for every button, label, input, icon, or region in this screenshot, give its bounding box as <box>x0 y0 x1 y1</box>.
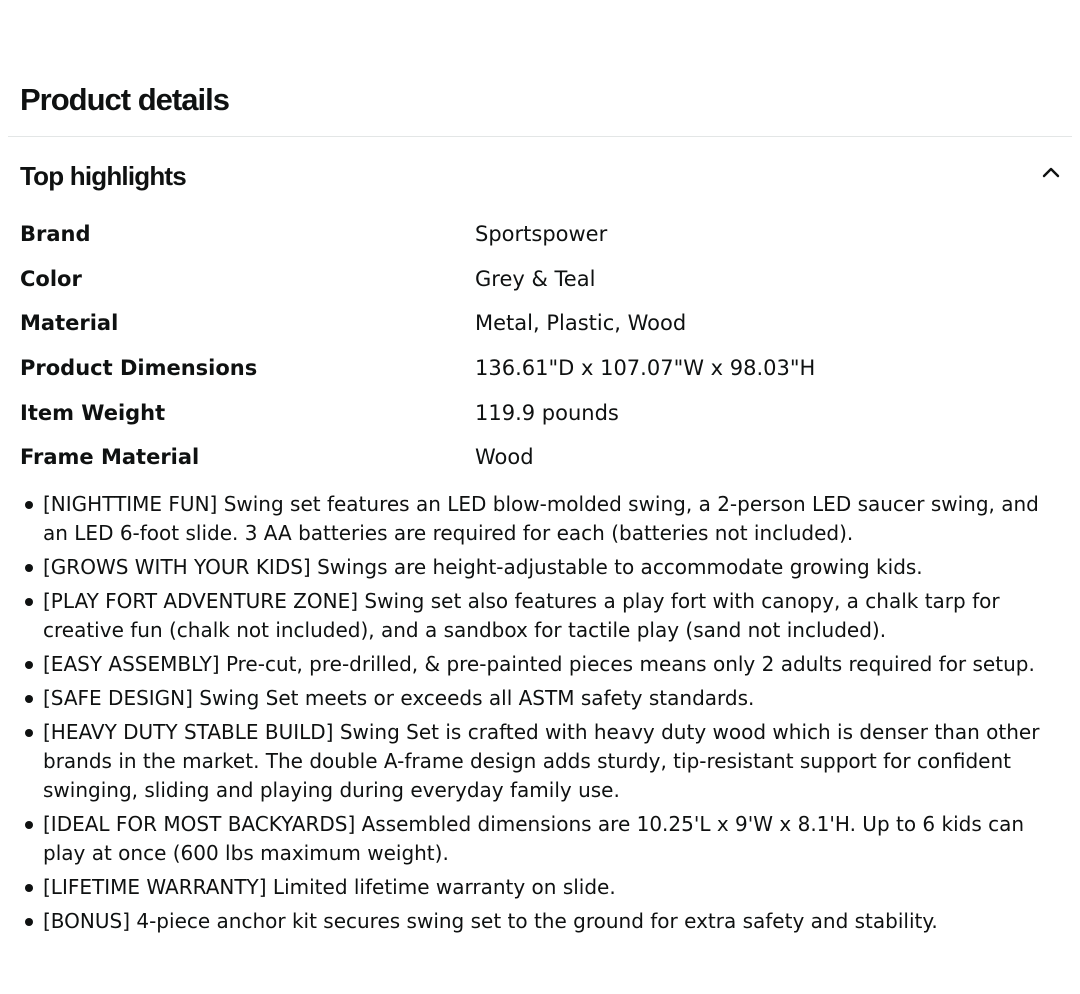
chevron-up-icon[interactable] <box>1040 164 1062 180</box>
spec-label: Frame Material <box>20 445 200 470</box>
feature-bullet: [GROWS WITH YOUR KIDS] Swings are height-adjustable to accommodate growing kids. <box>20 553 1060 582</box>
feature-bullet-list <box>20 490 1060 941</box>
page-title: Product details <box>20 82 229 117</box>
spec-label: Material <box>20 311 119 336</box>
spec-label: Product Dimensions <box>20 356 258 381</box>
spec-value: 136.61"D x 107.07"W x 98.03"H <box>475 356 816 381</box>
feature-bullet: [SAFE DESIGN] Swing Set meets or exceeds all ASTM safety standards. <box>20 684 1060 713</box>
feature-bullet: [EASY ASSEMBLY] Pre-cut, pre-drilled, & pre-painted pieces means only 2 adults required for setup. <box>20 650 1060 679</box>
spec-value: Metal, Plastic, Wood <box>475 311 687 336</box>
feature-bullet: [IDEAL FOR MOST BACKYARDS] Assembled dimensions are 10.25'L x 9'W x 8.1'H. Up to 6 kids can play at once (600 lbs maximum weight). <box>20 810 1060 868</box>
section-divider <box>8 136 1072 137</box>
feature-bullet: [BONUS] 4-piece anchor kit secures swing set to the ground for extra safety and stability. <box>20 907 1060 936</box>
section-title: Top highlights <box>20 161 186 191</box>
feature-bullet: [LIFETIME WARRANTY] Limited lifetime warranty on slide. <box>20 873 1060 902</box>
feature-bullet: [HEAVY DUTY STABLE BUILD] Swing Set is crafted with heavy duty wood which is denser than other brands in the market. The double A-frame design adds sturdy, tip-resistant support for confident swinging, sliding and playing during everyday family use. <box>20 718 1060 805</box>
spec-value: Wood <box>475 445 534 470</box>
spec-label: Item Weight <box>20 400 166 425</box>
spec-label: Brand <box>20 222 91 247</box>
spec-row <box>20 346 1060 391</box>
top-highlights-toggle[interactable] <box>0 156 1080 196</box>
spec-row <box>20 390 1060 435</box>
spec-row <box>20 435 1060 480</box>
spec-value: Sportspower <box>475 222 608 247</box>
spec-label: Color <box>20 266 82 291</box>
spec-row <box>20 257 1060 302</box>
spec-row <box>20 301 1060 346</box>
specs-table <box>20 212 1060 480</box>
spec-row <box>20 212 1060 257</box>
feature-bullet: [NIGHTTIME FUN] Swing set features an LED blow-molded swing, a 2-person LED saucer swing, and an LED 6-foot slide. 3 AA batteries are required for each (batteries not included). <box>20 490 1060 548</box>
spec-value: Grey & Teal <box>475 266 596 291</box>
feature-bullet: [PLAY FORT ADVENTURE ZONE] Swing set also features a play fort with canopy, a chalk tarp for creative fun (chalk not included), and a sandbox for tactile play (sand not included). <box>20 587 1060 645</box>
spec-value: 119.9 pounds <box>475 400 619 425</box>
